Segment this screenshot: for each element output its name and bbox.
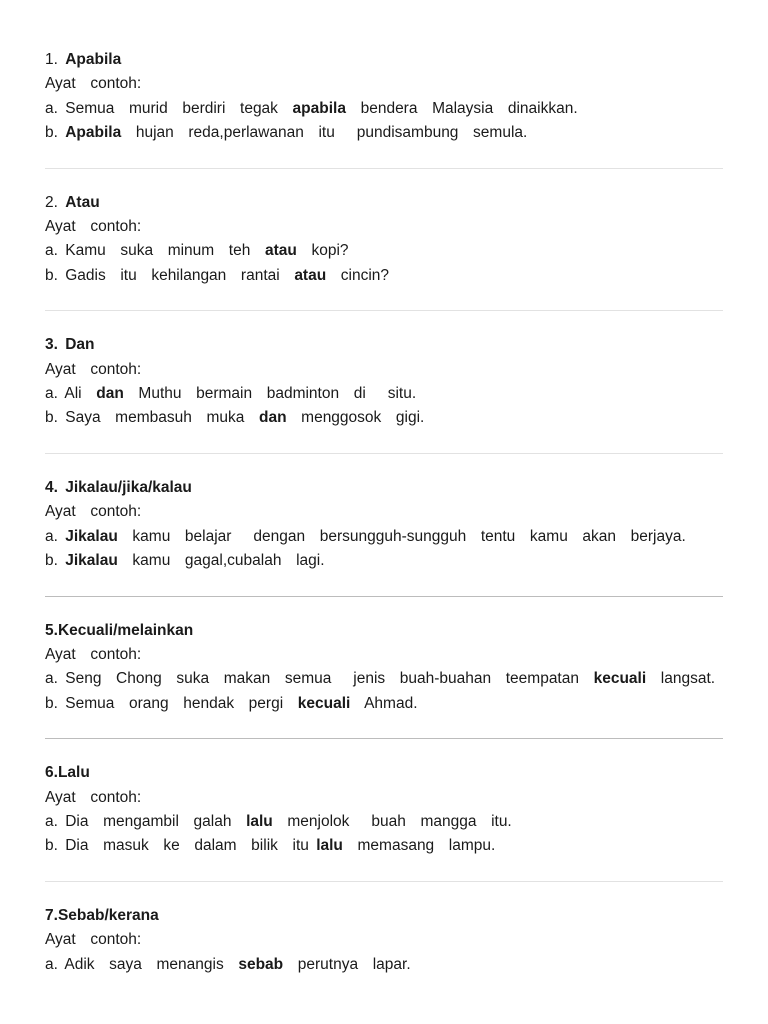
example-intro: Ayat contoh:	[45, 788, 142, 806]
example-text-before: Semua murid berdiri tegak	[65, 99, 293, 117]
example-sentence-a	[45, 382, 723, 406]
example-keyword: dan	[96, 385, 124, 403]
example-sentence-a	[45, 667, 723, 691]
example-sentence-a	[45, 97, 723, 121]
section-heading	[45, 904, 723, 928]
example-prefix: a.	[45, 385, 65, 403]
section-divider	[45, 310, 723, 311]
example-sentence-a	[45, 810, 723, 834]
section-title: Dan	[65, 336, 95, 354]
section-number: 6.	[45, 764, 58, 782]
section-number: 4.	[45, 478, 66, 496]
section-title: Jikalau/jika/kalau	[65, 478, 192, 496]
section-number: 5.	[45, 621, 58, 639]
example-sentence-b	[45, 834, 723, 858]
example-text-before: Adik saya menangis	[64, 955, 239, 973]
example-intro: Ayat contoh:	[45, 218, 142, 236]
example-text-after: memasang lampu.	[342, 837, 496, 855]
example-text-after: kamu belajar dengan bersungguh-sungguh tentu kamu akan berjaya.	[117, 527, 686, 545]
example-intro: Ayat contoh:	[45, 931, 142, 949]
example-prefix: a.	[45, 670, 66, 688]
example-text-before: Dia masuk ke dalam bilik itu	[65, 837, 317, 855]
example-intro: Ayat contoh:	[45, 75, 142, 93]
example-keyword: lalu	[316, 837, 343, 855]
example-text-before: Saya membasuh muka	[65, 409, 259, 427]
section-heading	[45, 48, 723, 72]
example-keyword: Apabila	[65, 124, 122, 142]
example-keyword: sebab	[238, 955, 284, 973]
example-text-after: kamu gagal,cubalah lagi.	[117, 552, 325, 570]
example-keyword: Jikalau	[65, 552, 118, 570]
section-divider	[45, 596, 723, 597]
example-text-after: bendera Malaysia dinaikkan.	[345, 99, 578, 117]
example-sentence-b	[45, 264, 723, 288]
example-text-after: cincin?	[326, 266, 390, 284]
example-prefix: a.	[45, 527, 66, 545]
section-divider	[45, 168, 723, 169]
section-2-atau	[45, 191, 723, 289]
example-prefix: b.	[45, 266, 66, 284]
section-number: 3.	[45, 336, 66, 354]
example-keyword: atau	[294, 266, 327, 284]
example-prefix: b.	[45, 552, 66, 570]
section-heading	[45, 333, 723, 357]
example-prefix: a.	[45, 812, 66, 830]
example-text-before: Ali	[64, 385, 97, 403]
example-sentence-b	[45, 121, 723, 145]
section-title: Sebab/kerana	[57, 906, 159, 924]
example-keyword: kecuali	[593, 670, 647, 688]
example-prefix: b.	[45, 409, 66, 427]
section-number: 2.	[45, 193, 66, 211]
example-sentence-b	[45, 406, 723, 430]
section-7-sebab	[45, 904, 723, 977]
example-prefix: a.	[45, 99, 66, 117]
example-keyword: Jikalau	[65, 527, 118, 545]
example-sentence-a	[45, 953, 723, 977]
section-number: 7.	[45, 906, 58, 924]
example-text-after: perutnya lapar.	[283, 955, 411, 973]
example-sentence-a	[45, 239, 723, 263]
section-divider	[45, 453, 723, 454]
example-text-before: Gadis itu kehilangan rantai	[65, 266, 295, 284]
example-intro: Ayat contoh:	[45, 645, 142, 663]
example-text-before: Semua orang hendak pergi	[65, 694, 298, 712]
example-intro: Ayat contoh:	[45, 503, 142, 521]
section-5-kecuali	[45, 619, 723, 717]
section-heading	[45, 476, 723, 500]
section-6-lalu	[45, 761, 723, 859]
section-title: Kecuali/melainkan	[57, 621, 194, 639]
section-3-dan	[45, 333, 723, 431]
example-text-after: Ahmad.	[350, 694, 418, 712]
section-title: Atau	[65, 193, 100, 211]
section-title: Apabila	[65, 51, 122, 68]
example-text-after: kopi?	[296, 242, 349, 260]
example-text-after: Muthu bermain badminton di situ.	[123, 385, 417, 403]
example-sentence-b	[45, 549, 723, 573]
section-1-apabila	[45, 48, 723, 146]
example-prefix: a.	[45, 242, 66, 260]
example-prefix: b.	[45, 694, 66, 712]
section-heading	[45, 191, 723, 215]
example-text-after: menjolok buah mangga itu.	[272, 812, 512, 830]
example-text-before: Dia mengambil galah	[65, 812, 247, 830]
example-prefix: b.	[45, 837, 66, 855]
example-text-before: Seng Chong suka makan semua jenis buah-buahan teempatan	[65, 670, 594, 688]
example-keyword: kecuali	[297, 694, 351, 712]
example-prefix: a.	[45, 955, 65, 973]
example-prefix: b.	[45, 124, 66, 142]
section-heading	[45, 619, 723, 643]
example-keyword: dan	[258, 409, 287, 427]
example-sentence-b	[45, 692, 723, 716]
example-text-after: langsat.	[646, 670, 716, 688]
section-4-jikalau	[45, 476, 723, 574]
example-sentence-a	[45, 525, 723, 549]
example-text-before: Kamu suka minum teh	[65, 242, 265, 260]
example-intro: Ayat contoh:	[45, 360, 142, 378]
section-number: 1.	[45, 51, 66, 68]
example-keyword: lalu	[246, 812, 273, 830]
section-divider	[45, 738, 723, 739]
example-text-after: menggosok gigi.	[286, 409, 425, 427]
example-keyword: atau	[264, 242, 297, 260]
example-keyword: apabila	[292, 99, 346, 117]
section-heading	[45, 761, 723, 785]
section-title: Lalu	[57, 764, 90, 782]
example-text-after: hujan reda,perlawanan itu pundisambung semula.	[121, 124, 528, 142]
section-divider	[45, 881, 723, 882]
